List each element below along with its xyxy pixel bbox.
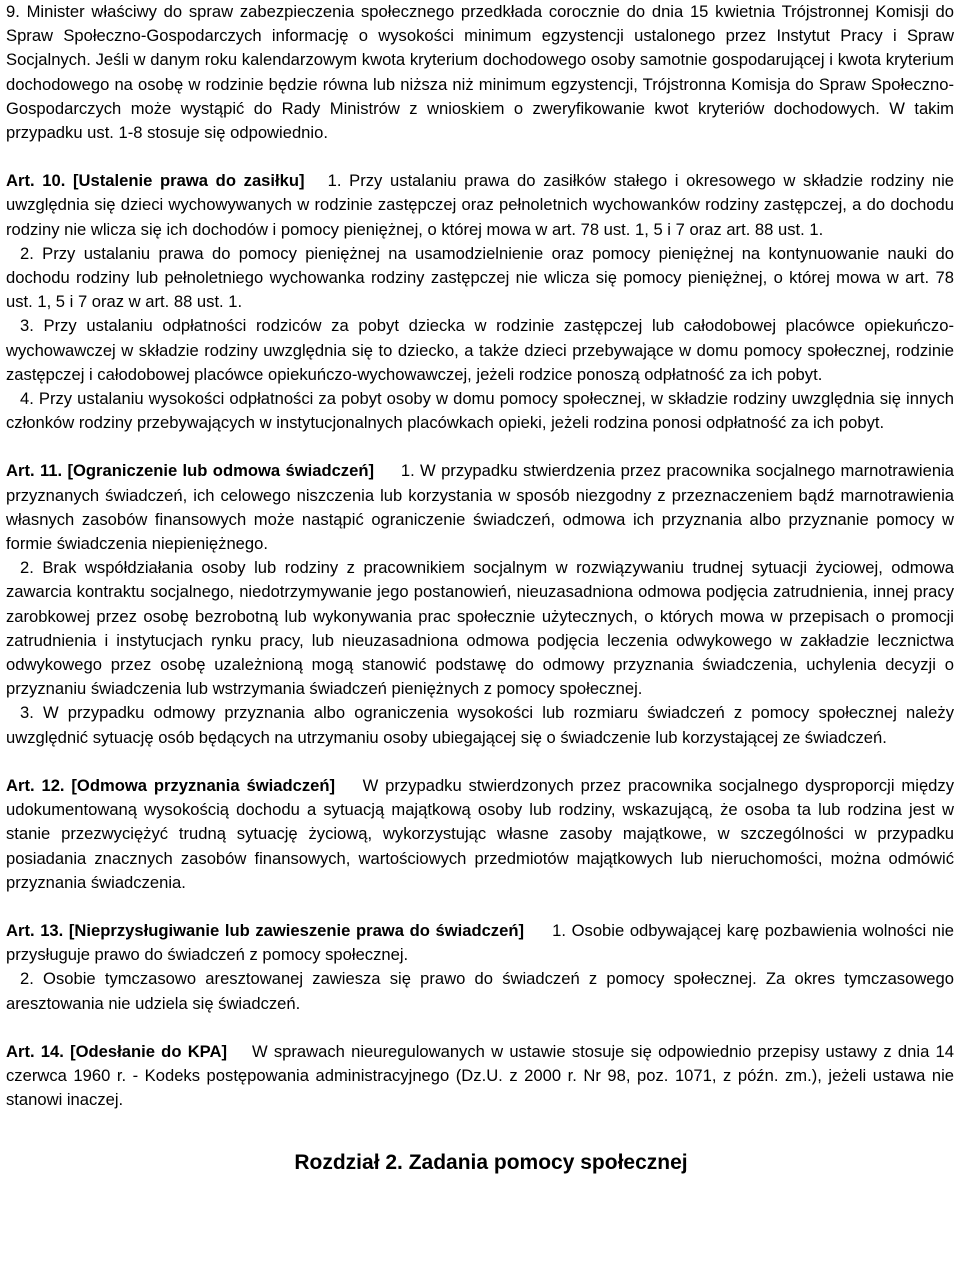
spacer bbox=[6, 895, 954, 919]
art11-text-1: 1. W przypadku stwierdzenia przez pracownika socjalnego marnotrawienia przyznanych świadczeń, ich celowego niszczenia lub korzystania w sposób niezgodny z przeznaczeniem bądź marnotrawienia własnych zasobów finansowych może nastąpić ograniczenie świadczeń, odmowa ich przyznania albo przyznanie pomocy w formie świadczenia niepieniężnego. bbox=[6, 461, 954, 554]
art10-text-4: 4. Przy ustalaniu wysokości odpłatności za pobyt osoby w domu pomocy społecznej, w składzie rodziny uwzględnia się innych członków rodziny przebywających w instytucjonalnych placówkach opieki, jeżeli rodzina ponosi odpłatność za ich pobyt. bbox=[6, 389, 954, 433]
chapter-title: Rozdział 2. Zadania pomocy społecznej bbox=[294, 1151, 688, 1175]
art11-text-3: 3. W przypadku odmowy przyznania albo ograniczenia wysokości lub rozmiaru świadczeń z pomocy społecznej należy uwzględnić sytuację osób będących na utrzymaniu osoby ubiegającej się o świadczenie lub korzystającej ze świadczeń. bbox=[6, 703, 954, 747]
art11-heading: Art. 11. [Ograniczenie lub odmowa świadczeń] bbox=[6, 461, 374, 481]
art13-heading: Art. 13. [Nieprzysługiwanie lub zawieszenie prawa do świadczeń] bbox=[6, 920, 524, 940]
spacer bbox=[6, 435, 954, 459]
paragraph-9: 9. Minister właściwy do spraw zabezpieczenia społecznego przedkłada corocznie do dnia 15 kwietnia Trójstronnej Komisji do Spraw Społeczno-Gospodarczych informację o wysokości minimum egzystencji ustalonego przez Instytut Pracy i Spraw Socjalnych. Jeśli w danym roku kalendarzowym kwota kryterium dochodowego osoby samotnie gospodarującej i kwota kryterium dochodowego na osobę w rodzinie będzie równa lub niższa niż minimum egzystencji, Trójstronna Komisja do Spraw Społeczno-Gospodarczych może wystąpić do Rady Ministrów z wnioskiem o zweryfikowanie kwot kryteriów dochodowych. W takim przypadku ust. 1-8 stosuje się odpowiednio. bbox=[6, 2, 954, 143]
art10-paragraph-2 bbox=[6, 242, 954, 315]
art11-text-2: 2. Brak współdziałania osoby lub rodziny z pracownikiem socjalnym w rozwiązywaniu trudnej sytuacji życiowej, odmowa zawarcia kontraktu socjalnego, niedotrzymywanie jego postanowień, nieuzasadniona odmowa podjęcia zatrudnienia, innej pracy zarobkowej przez osobę bezrobotną lub wykonywania prac społecznie użytecznych, o których mowa w przepisach o promocji zatrudnienia i instytucjach rynku pracy, lub nieuzasadniona odmowa podjęcia leczenia odwykowego w zakładzie lecznictwa odwykowego przez osobę uzależnioną mogą stanowić podstawę do odmowy przyznania świadczenia, uchylenia decyzji o przyznaniu świadczenia lub wstrzymania świadczeń pieniężnych z pomocy społecznej. bbox=[6, 558, 954, 699]
art13-text-2: 2. Osobie tymczasowo aresztowanej zawiesza się prawo do świadczeń z pomocy społecznej. Za okres tymczasowego aresztowania nie udziela się świadczeń. bbox=[6, 969, 954, 1013]
art10-paragraph-3 bbox=[6, 314, 954, 387]
spacer bbox=[6, 1016, 954, 1040]
art14-text-1: W sprawach nieuregulowanych w ustawie stosuje się odpowiednio przepisy ustawy z dnia 14 czerwca 1960 r. - Kodeks postępowania administracyjnego (Dz.U. z 2000 r. Nr 98, poz. 1071, z późn. zm.), jeżeli ustawa nie stanowi inaczej. bbox=[6, 1041, 954, 1110]
spacer bbox=[6, 750, 954, 774]
art10-text-1: 1. Przy ustalaniu prawa do zasiłków stałego i okresowego w składzie rodziny nie uwzględnia się dzieci wychowywanych w rodzinie zastępczej oraz pełnoletnich wychowanków rodziny zastępczej, a do dochodu rodziny nie wlicza się ich dochodów i pomocy pieniężnej, o której mowa w art. 78 ust. 1, 5 i 7 oraz art. 88 ust. 1. bbox=[6, 171, 954, 239]
art12-text-1: W przypadku stwierdzonych przez pracownika socjalnego dysproporcji między udokumentowaną wysokością dochodu a sytuacją majątkową osoby lub rodziny, wskazującą, że osoba ta lub rodzina jest w stanie przezwyciężyć trudną sytuację życiową, wykorzystując własne zasoby majątkowe, w szczególności w przypadku posiadania znacznych zasobów finansowych, wartościowych przedmiotów majątkowych lub nieruchomości, można odmówić przyznania świadczenia. bbox=[6, 775, 954, 892]
art10-heading: Art. 10. [Ustalenie prawa do zasiłku] bbox=[6, 171, 305, 191]
art12-heading: Art. 12. [Odmowa przyznania świadczeń] bbox=[6, 775, 336, 795]
spacer bbox=[6, 1112, 954, 1136]
art14-paragraph-1 bbox=[6, 1040, 954, 1113]
art11-paragraph-1 bbox=[6, 459, 954, 556]
art13-text-1: 1. Osobie odbywającej karę pozbawienia wolności nie przysługuje prawo do świadczeń z pomocy społecznej. bbox=[6, 920, 954, 965]
art10-text-2: 2. Przy ustalaniu prawa do pomocy pieniężnej na usamodzielnienie oraz pomocy pieniężnej na kontynuowanie nauki do dochodu rodziny lub pełnoletniego wychowanka rodziny zastępczej nie wlicza się pomocy pieniężnej, o której mowa w art. 78 ust. 1, 5 i 7 oraz w art. 88 ust. 1. bbox=[6, 243, 954, 312]
art11-paragraph-3 bbox=[6, 701, 954, 749]
art14-heading: Art. 14. [Odesłanie do KPA] bbox=[6, 1041, 228, 1061]
art13-paragraph-2 bbox=[6, 967, 954, 1015]
art10-paragraph-4 bbox=[6, 387, 954, 435]
art10-text-3: 3. Przy ustalaniu odpłatności rodziców za pobyt dziecka w rodzinie zastępczej lub całodobowej placówce opiekuńczo-wychowawczej w składzie rodziny uwzględnia się to dziecko, a także dzieci przebywające w domu pomocy społecznej, rodzinie zastępczej i całodobowej placówce opiekuńczo-wychowawczej, jeżeli rodzice ponoszą odpłatność za ich pobyt. bbox=[6, 316, 954, 384]
art13-paragraph-1 bbox=[6, 919, 954, 967]
spacer bbox=[6, 145, 954, 169]
art12-paragraph-1 bbox=[6, 774, 954, 895]
art10-paragraph-1 bbox=[6, 169, 954, 242]
art11-paragraph-2 bbox=[6, 556, 954, 701]
